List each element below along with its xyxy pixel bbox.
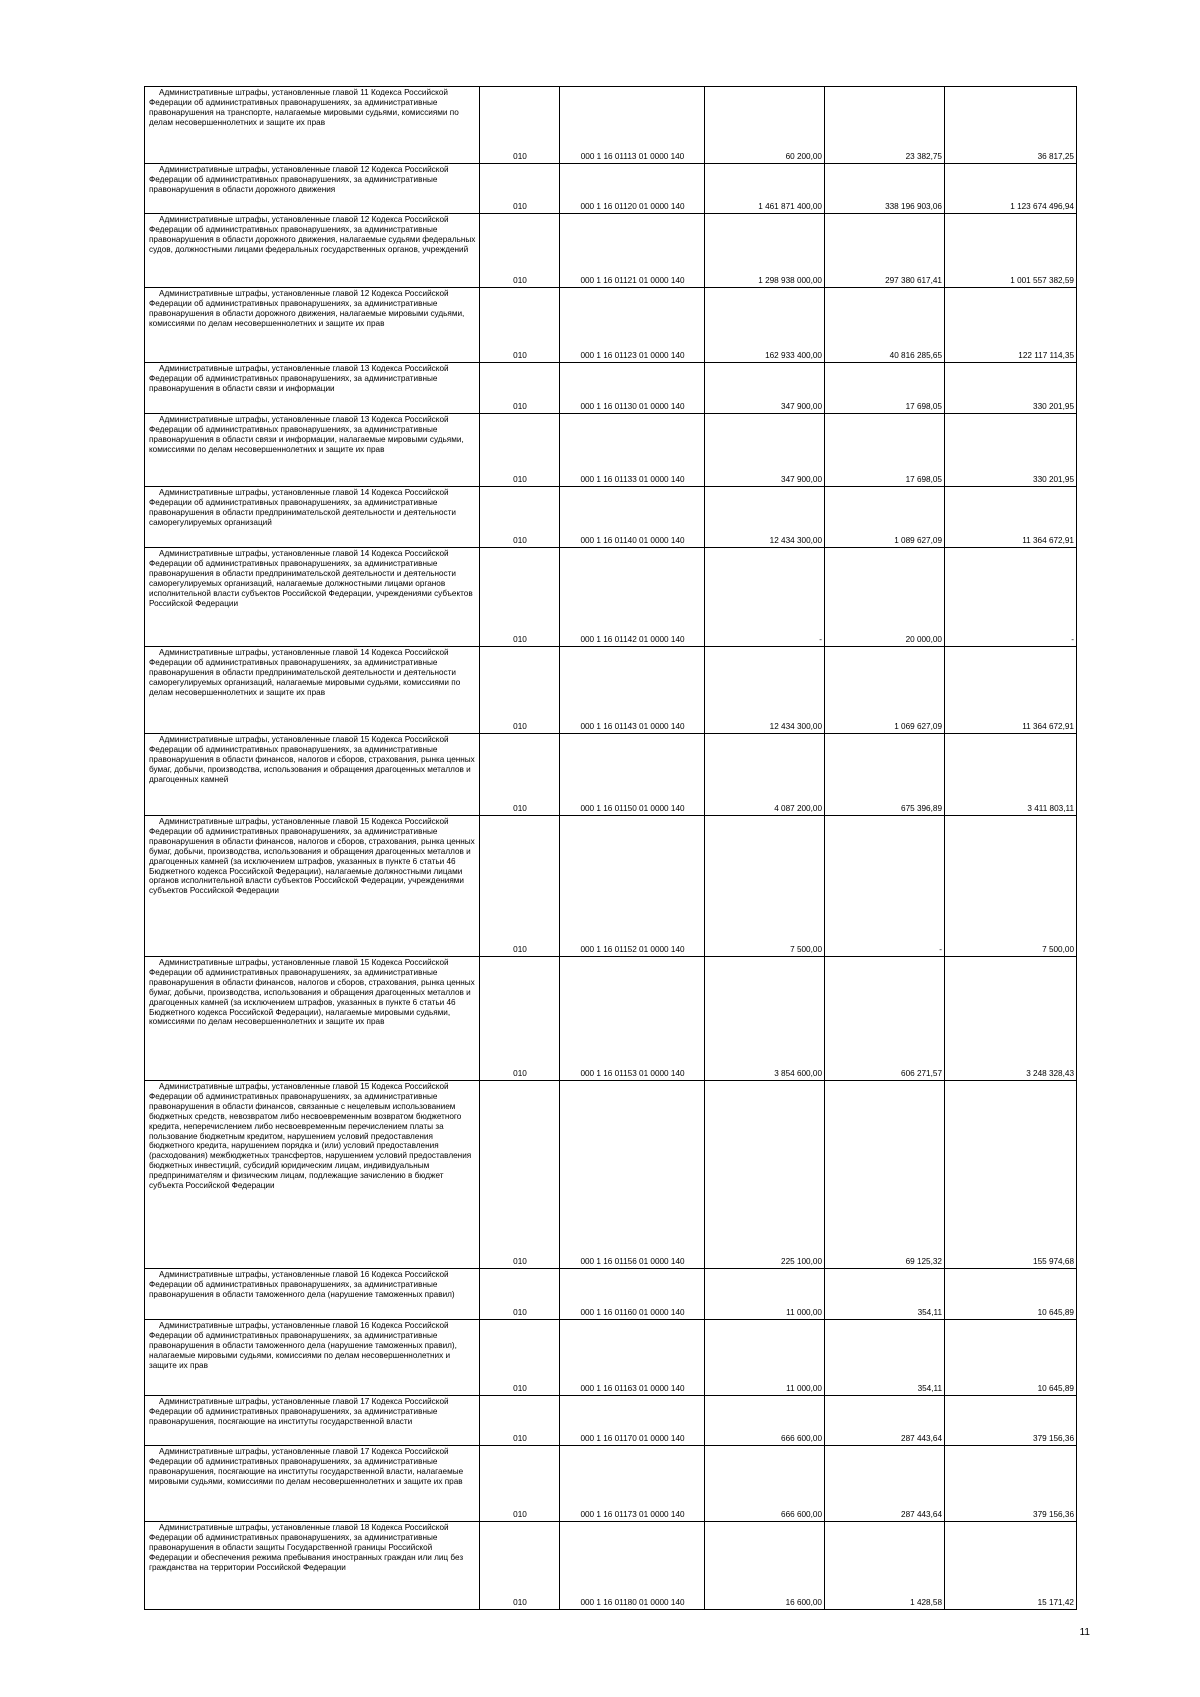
revenue-table-body <box>145 87 1077 1610</box>
row-description <box>145 487 480 548</box>
row-line-code: 010 <box>480 1081 560 1269</box>
row-approved-amount: 12 434 300,00 <box>705 487 825 548</box>
row-description-text: Административные штрафы, установленные главой 17 Кодекса Российской Федерации об административных правонарушениях, за административные правонарушения, посягающие на институты государственной власти, налагаемые мировыми судьями, комиссиями по делам несовершеннолетних и защите их прав <box>149 1447 464 1486</box>
row-unexecuted-amount: 10 645,89 <box>945 1320 1077 1396</box>
row-executed-amount: 69 125,32 <box>825 1081 945 1269</box>
row-line-code: 010 <box>480 957 560 1081</box>
table-row <box>145 87 1077 164</box>
row-executed-amount: 17 698,05 <box>825 363 945 414</box>
row-description-text: Административные штрафы, установленные главой 16 Кодекса Российской Федерации об административных правонарушениях, за административные правонарушения в области таможенного дела (нарушение таможенных правил) <box>149 1270 455 1299</box>
row-unexecuted-amount: 11 364 672,91 <box>945 487 1077 548</box>
row-line-code: 010 <box>480 164 560 214</box>
row-unexecuted-amount: 7 500,00 <box>945 816 1077 957</box>
row-executed-amount: 606 271,57 <box>825 957 945 1081</box>
row-approved-amount: 1 298 938 000,00 <box>705 214 825 288</box>
row-description-text: Административные штрафы, установленные главой 17 Кодекса Российской Федерации об административных правонарушениях, за административные правонарушения, посягающие на институты государственной власти <box>149 1397 449 1426</box>
row-line-code: 010 <box>480 414 560 487</box>
table-row <box>145 1269 1077 1320</box>
row-description <box>145 957 480 1081</box>
row-description <box>145 214 480 288</box>
row-unexecuted-amount: 36 817,25 <box>945 87 1077 164</box>
page-number: 11 <box>1079 1627 1090 1638</box>
row-budget-code: 000 1 16 01133 01 0000 140 <box>560 414 705 487</box>
row-budget-code: 000 1 16 01130 01 0000 140 <box>560 363 705 414</box>
row-line-code: 010 <box>480 87 560 164</box>
row-executed-amount: 1 428,58 <box>825 1522 945 1610</box>
row-description <box>145 647 480 734</box>
row-budget-code: 000 1 16 01150 01 0000 140 <box>560 734 705 816</box>
row-executed-amount: 338 196 903,06 <box>825 164 945 214</box>
row-unexecuted-amount: 1 001 557 382,59 <box>945 214 1077 288</box>
row-description <box>145 1081 480 1269</box>
row-description <box>145 734 480 816</box>
row-budget-code: 000 1 16 01152 01 0000 140 <box>560 816 705 957</box>
row-description-text: Административные штрафы, установленные главой 15 Кодекса Российской Федерации об административных правонарушениях, за административные правонарушения в области финансов, налогов и сборов, страхования, рынка ценных бумаг, добычи, производства, использования и обращения драгоценных металлов и драгоценных камней (за исключением штрафов, указанных в пункте 6 статьи 46 Бюджетного кодекса Российской Федерации), налагаемые должностными лицами органов исполнительной власти субъектов Российской Федерации, учреждениями субъектов Российской Федерации <box>149 817 475 896</box>
row-description <box>145 1446 480 1522</box>
row-line-code: 010 <box>480 1269 560 1320</box>
row-line-code: 010 <box>480 734 560 816</box>
row-approved-amount: 162 933 400,00 <box>705 288 825 363</box>
row-unexecuted-amount: 1 123 674 496,94 <box>945 164 1077 214</box>
table-row <box>145 548 1077 647</box>
row-description <box>145 414 480 487</box>
row-budget-code: 000 1 16 01113 01 0000 140 <box>560 87 705 164</box>
revenue-table <box>144 86 1077 1610</box>
row-line-code: 010 <box>480 1446 560 1522</box>
row-budget-code: 000 1 16 01123 01 0000 140 <box>560 288 705 363</box>
table-row <box>145 487 1077 548</box>
row-line-code: 010 <box>480 288 560 363</box>
row-description <box>145 363 480 414</box>
row-description-text: Административные штрафы, установленные главой 16 Кодекса Российской Федерации об административных правонарушениях, за административные правонарушения в области таможенного дела (нарушение таможенных правил), налагаемые мировыми судьями, комиссиями по делам несовершеннолетних и защите их прав <box>149 1321 457 1370</box>
row-description <box>145 1522 480 1610</box>
row-line-code: 010 <box>480 1396 560 1446</box>
row-line-code: 010 <box>480 1522 560 1610</box>
row-description-text: Административные штрафы, установленные главой 15 Кодекса Российской Федерации об административных правонарушениях, за административные правонарушения в области финансов, налогов и сборов, страхования, рынка ценных бумаг, добычи, производства, использования и обращения драгоценных металлов и драгоценных камней (за исключением штрафов, указанных в пункте 6 статьи 46 Бюджетного кодекса Российской Федерации), налагаемые мировыми судьями, комиссиями по делам несовершеннолетних и защите их прав <box>149 958 475 1027</box>
row-line-code: 010 <box>480 363 560 414</box>
row-approved-amount: - <box>705 548 825 647</box>
row-approved-amount: 60 200,00 <box>705 87 825 164</box>
row-approved-amount: 666 600,00 <box>705 1446 825 1522</box>
row-executed-amount: 354,11 <box>825 1320 945 1396</box>
row-unexecuted-amount: 155 974,68 <box>945 1081 1077 1269</box>
table-row <box>145 288 1077 363</box>
row-line-code: 010 <box>480 816 560 957</box>
row-unexecuted-amount: 330 201,95 <box>945 414 1077 487</box>
row-executed-amount: 287 443,64 <box>825 1396 945 1446</box>
row-unexecuted-amount: - <box>945 548 1077 647</box>
row-executed-amount: 20 000,00 <box>825 548 945 647</box>
table-row <box>145 734 1077 816</box>
row-line-code: 010 <box>480 487 560 548</box>
row-executed-amount: 287 443,64 <box>825 1446 945 1522</box>
row-line-code: 010 <box>480 647 560 734</box>
table-row <box>145 164 1077 214</box>
row-executed-amount: 354,11 <box>825 1269 945 1320</box>
row-description-text: Административные штрафы, установленные главой 12 Кодекса Российской Федерации об административных правонарушениях, за административные правонарушения в области дорожного движения <box>149 165 449 194</box>
table-row <box>145 1446 1077 1522</box>
row-description-text: Административные штрафы, установленные главой 15 Кодекса Российской Федерации об административных правонарушениях, за административные правонарушения в области финансов, налогов и сборов, страхования, рынка ценных бумаг, добычи, производства, использования и обращения драгоценных металлов и драгоценных камней <box>149 735 475 784</box>
row-line-code: 010 <box>480 214 560 288</box>
row-description-text: Административные штрафы, установленные главой 13 Кодекса Российской Федерации об административных правонарушениях, за административные правонарушения в области связи и информации, налагаемые мировыми судьями, комиссиями по делам несовершеннолетних и защите их прав <box>149 415 464 454</box>
row-executed-amount: 1 069 627,09 <box>825 647 945 734</box>
row-budget-code: 000 1 16 01163 01 0000 140 <box>560 1320 705 1396</box>
row-budget-code: 000 1 16 01160 01 0000 140 <box>560 1269 705 1320</box>
row-unexecuted-amount: 330 201,95 <box>945 363 1077 414</box>
row-unexecuted-amount: 379 156,36 <box>945 1396 1077 1446</box>
table-row <box>145 414 1077 487</box>
table-row <box>145 1396 1077 1446</box>
row-budget-code: 000 1 16 01143 01 0000 140 <box>560 647 705 734</box>
row-unexecuted-amount: 10 645,89 <box>945 1269 1077 1320</box>
row-executed-amount: 40 816 285,65 <box>825 288 945 363</box>
row-description-text: Административные штрафы, установленные главой 14 Кодекса Российской Федерации об административных правонарушениях, за административные правонарушения в области предпринимательской деятельности и деятельности саморегулируемых организаций, налагаемые мировыми судьями, комиссиями по делам несовершеннолетних и защите их прав <box>149 648 461 697</box>
row-line-code: 010 <box>480 1320 560 1396</box>
row-budget-code: 000 1 16 01121 01 0000 140 <box>560 214 705 288</box>
row-budget-code: 000 1 16 01173 01 0000 140 <box>560 1446 705 1522</box>
row-unexecuted-amount: 3 248 328,43 <box>945 957 1077 1081</box>
row-description <box>145 1269 480 1320</box>
row-description-text: Административные штрафы, установленные главой 14 Кодекса Российской Федерации об административных правонарушениях, за административные правонарушения в области предпринимательской деятельности и деятельности саморегулируемых организаций, налагаемые должностными лицами органов исполнительной власти субъектов Российской Федерации, учреждениями субъектов Российской Федерации <box>149 549 473 608</box>
row-description <box>145 548 480 647</box>
row-approved-amount: 225 100,00 <box>705 1081 825 1269</box>
row-unexecuted-amount: 122 117 114,35 <box>945 288 1077 363</box>
row-approved-amount: 12 434 300,00 <box>705 647 825 734</box>
table-row <box>145 363 1077 414</box>
row-approved-amount: 666 600,00 <box>705 1396 825 1446</box>
table-row <box>145 647 1077 734</box>
row-unexecuted-amount: 3 411 803,11 <box>945 734 1077 816</box>
row-approved-amount: 1 461 871 400,00 <box>705 164 825 214</box>
row-approved-amount: 11 000,00 <box>705 1269 825 1320</box>
row-executed-amount: 23 382,75 <box>825 87 945 164</box>
table-row <box>145 214 1077 288</box>
row-unexecuted-amount: 379 156,36 <box>945 1446 1077 1522</box>
table-row <box>145 957 1077 1081</box>
row-description-text: Административные штрафы, установленные главой 12 Кодекса Российской Федерации об административных правонарушениях, за административные правонарушения в области дорожного движения, налагаемые мировыми судьями, комиссиями по делам несовершеннолетних и защите их прав <box>149 289 465 328</box>
row-approved-amount: 3 854 600,00 <box>705 957 825 1081</box>
row-description-text: Административные штрафы, установленные главой 12 Кодекса Российской Федерации об административных правонарушениях, за административные правонарушения в области дорожного движения, налагаемые судьями федеральных судов, должностными лицами федеральных государственных органов, учреждений <box>149 215 476 254</box>
row-approved-amount: 347 900,00 <box>705 414 825 487</box>
row-description <box>145 1320 480 1396</box>
row-description-text: Административные штрафы, установленные главой 11 Кодекса Российской Федерации об административных правонарушениях, за административные правонарушения на транспорте, налагаемые мировыми судьями, комиссиями по делам несовершеннолетних и защите их прав <box>149 88 459 127</box>
row-approved-amount: 347 900,00 <box>705 363 825 414</box>
row-budget-code: 000 1 16 01142 01 0000 140 <box>560 548 705 647</box>
row-description-text: Административные штрафы, установленные главой 13 Кодекса Российской Федерации об административных правонарушениях, за административные правонарушения в области связи и информации <box>149 364 449 393</box>
row-unexecuted-amount: 15 171,42 <box>945 1522 1077 1610</box>
row-line-code: 010 <box>480 548 560 647</box>
row-unexecuted-amount: 11 364 672,91 <box>945 647 1077 734</box>
row-approved-amount: 7 500,00 <box>705 816 825 957</box>
row-executed-amount: 297 380 617,41 <box>825 214 945 288</box>
row-description <box>145 288 480 363</box>
row-budget-code: 000 1 16 01120 01 0000 140 <box>560 164 705 214</box>
row-budget-code: 000 1 16 01153 01 0000 140 <box>560 957 705 1081</box>
row-budget-code: 000 1 16 01140 01 0000 140 <box>560 487 705 548</box>
row-description <box>145 816 480 957</box>
row-executed-amount: 675 396,89 <box>825 734 945 816</box>
row-description <box>145 1396 480 1446</box>
row-description-text: Административные штрафы, установленные главой 18 Кодекса Российской Федерации об административных правонарушениях, за административные правонарушения в области защиты Государственной границы Российской Федерации и обеспечения режима пребывания иностранных граждан или лиц без гражданства на территории Российской Федерации <box>149 1523 464 1572</box>
row-executed-amount: 17 698,05 <box>825 414 945 487</box>
table-row <box>145 1522 1077 1610</box>
row-description <box>145 87 480 164</box>
row-executed-amount: 1 089 627,09 <box>825 487 945 548</box>
row-description <box>145 164 480 214</box>
row-budget-code: 000 1 16 01180 01 0000 140 <box>560 1522 705 1610</box>
row-executed-amount: - <box>825 816 945 957</box>
row-budget-code: 000 1 16 01156 01 0000 140 <box>560 1081 705 1269</box>
row-description-text: Административные штрафы, установленные главой 15 Кодекса Российской Федерации об административных правонарушениях, за административные правонарушения в области финансов, связанные с нецелевым использованием бюджетных средств, невозвратом либо несвоевременным возвратом бюджетного кредита, неперечислением либо несвоевременным перечислением платы за пользование бюджетным кредитом, нарушением условий предоставления бюджетного кредита, нарушением порядка и (или) условий предоставления (расходования) межбюджетных трансфертов, нарушением условий предоставления бюджетных инвестиций, субсидий юридическим лицам, индивидуальным предпринимателям и физическим лицам, подлежащие зачислению в бюджет субъекта Российской Федерации <box>149 1082 472 1191</box>
table-row <box>145 1081 1077 1269</box>
table-row <box>145 816 1077 957</box>
row-approved-amount: 11 000,00 <box>705 1320 825 1396</box>
row-budget-code: 000 1 16 01170 01 0000 140 <box>560 1396 705 1446</box>
row-description-text: Административные штрафы, установленные главой 14 Кодекса Российской Федерации об административных правонарушениях, за административные правонарушения в области предпринимательской деятельности и деятельности саморегулируемых организаций <box>149 488 456 527</box>
table-row <box>145 1320 1077 1396</box>
row-approved-amount: 4 087 200,00 <box>705 734 825 816</box>
row-approved-amount: 16 600,00 <box>705 1522 825 1610</box>
